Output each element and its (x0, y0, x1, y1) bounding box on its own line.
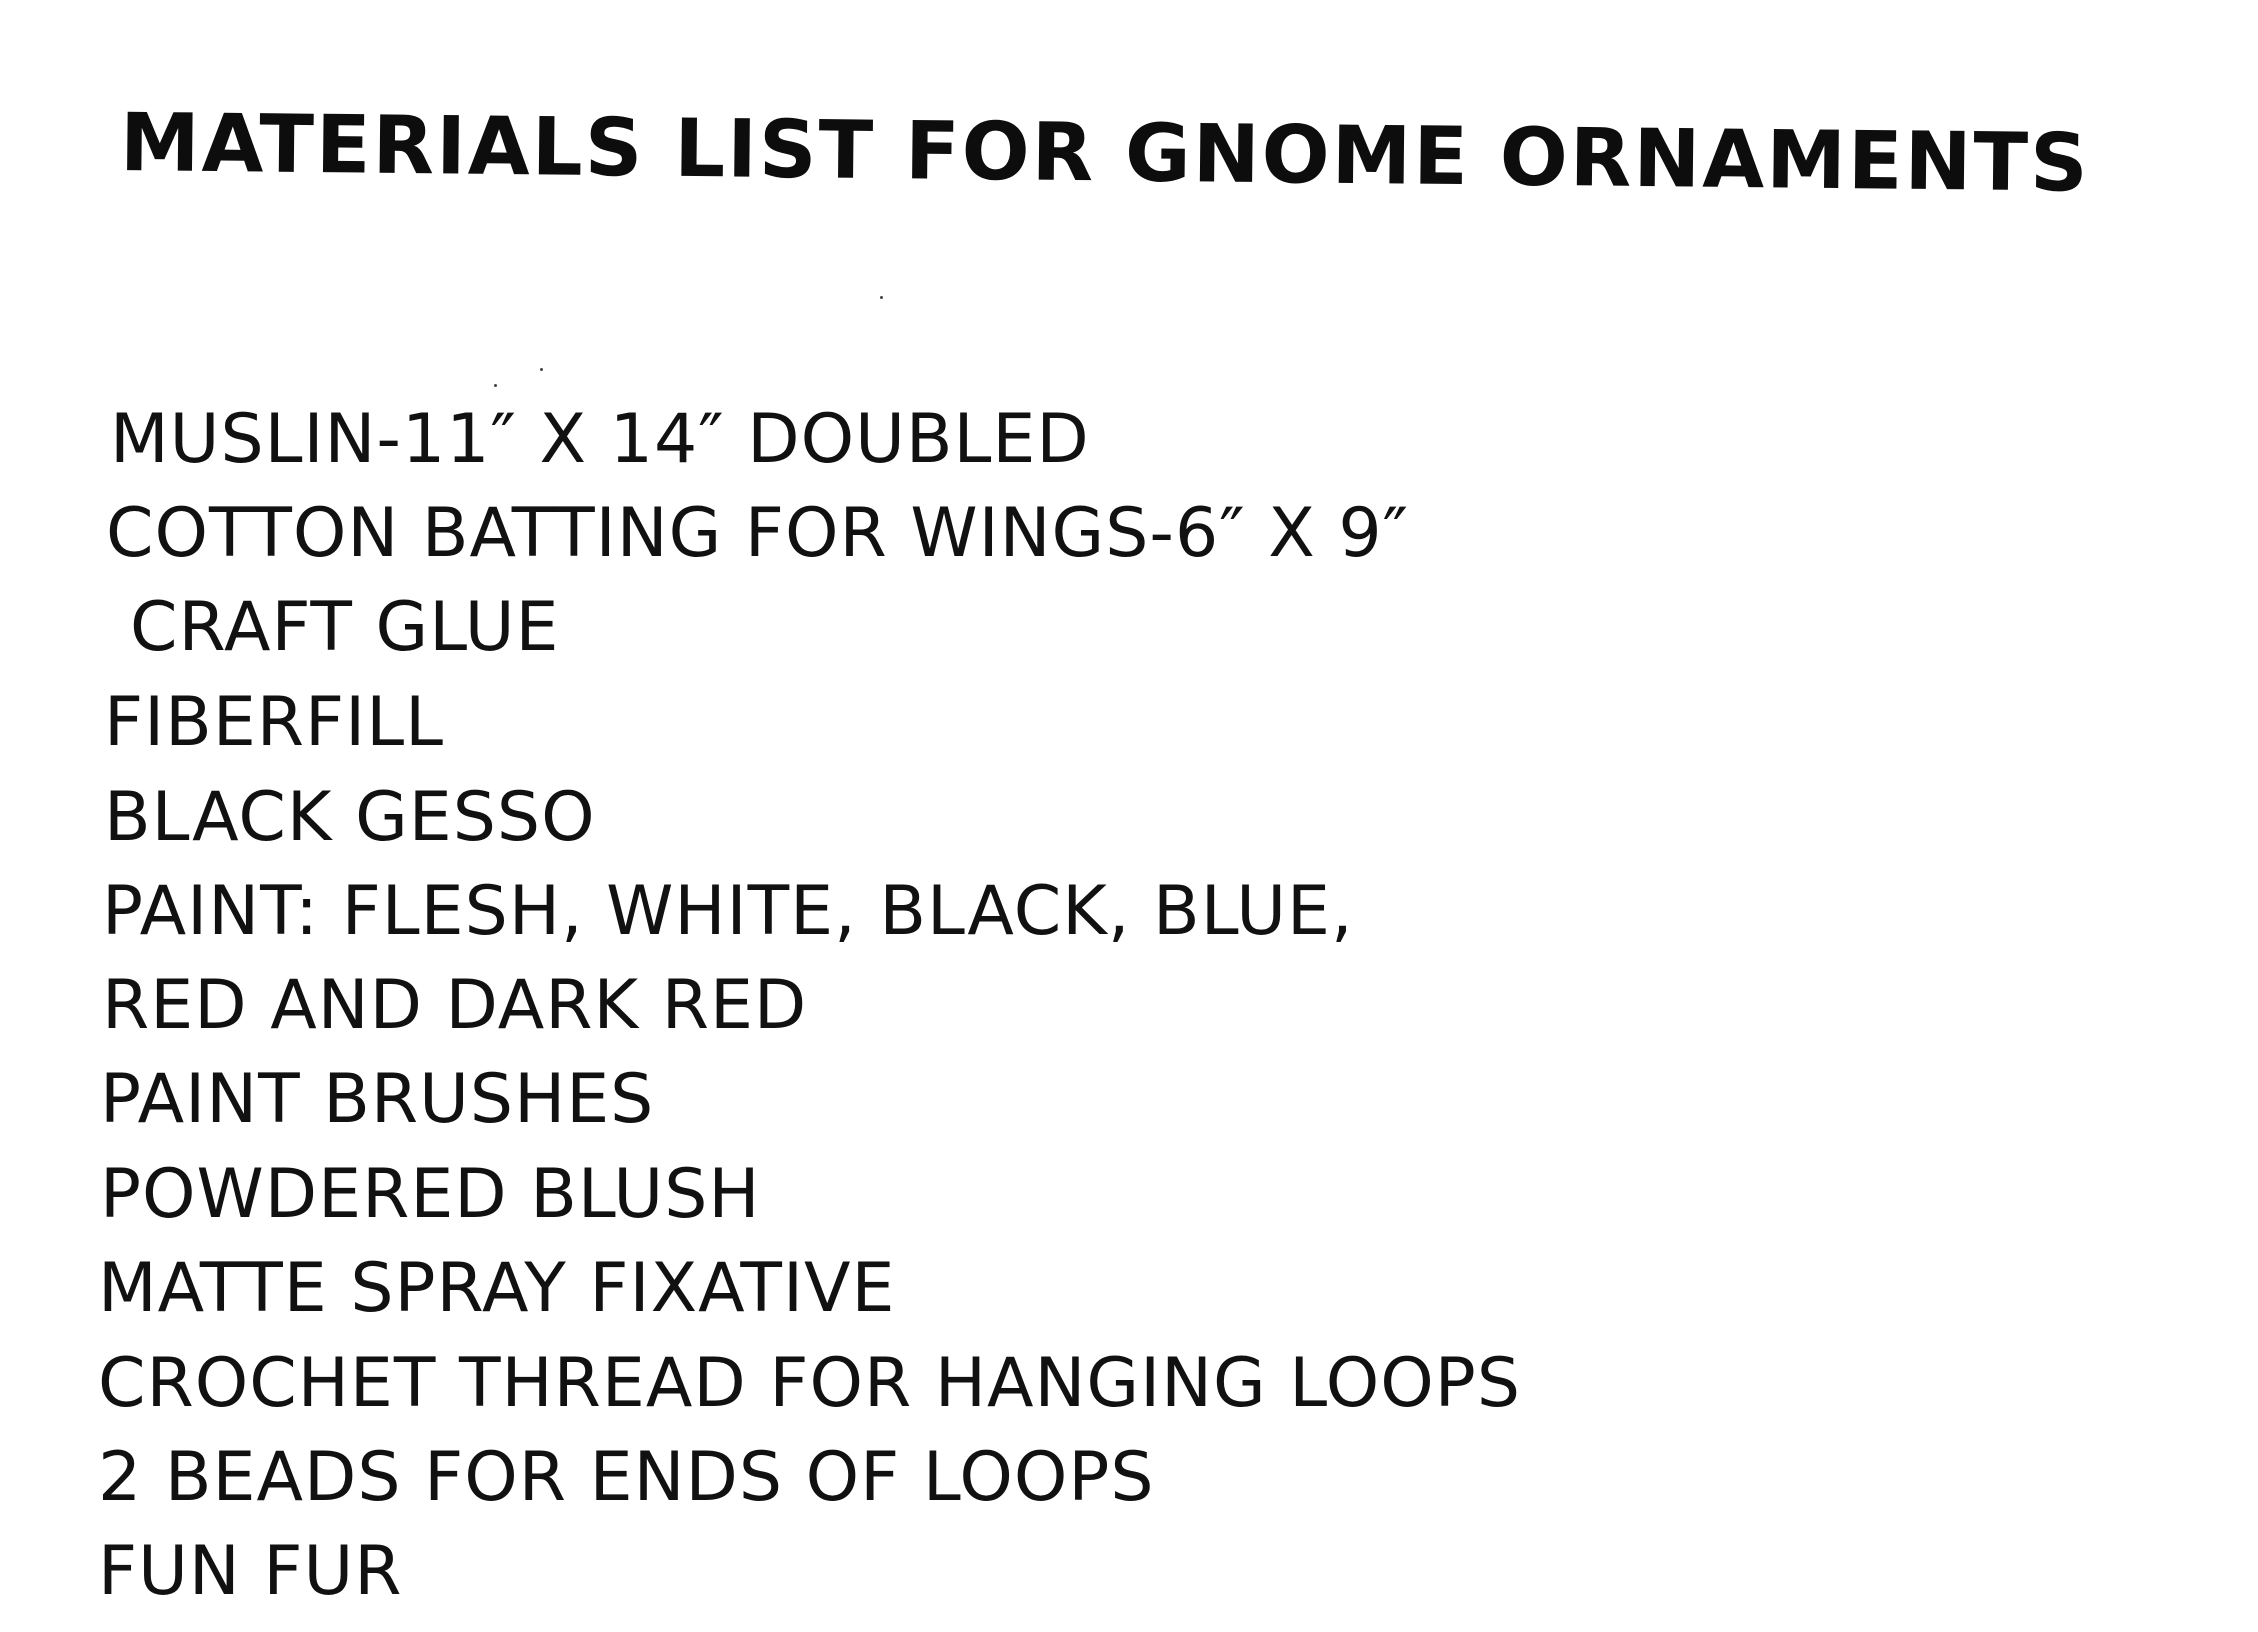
list-item: BLACK GESSO (104, 778, 596, 857)
scan-speck (540, 368, 543, 371)
list-item: RED AND DARK RED (102, 966, 808, 1045)
scan-speck (880, 296, 883, 299)
list-item: CROCHET THREAD FOR HANGING LOOPS (98, 1344, 1521, 1423)
list-item: CRAFT GLUE (130, 588, 560, 667)
list-item: MATTE SPRAY FIXATIVE (98, 1249, 896, 1328)
list-item: COTTON BATTING FOR WINGS-6″ X 9″ (106, 494, 1410, 573)
list-item: PAINT: FLESH, WHITE, BLACK, BLUE, (102, 872, 1354, 951)
list-item: POWDERED BLUSH (100, 1155, 761, 1234)
list-item: 2 BEADS FOR ENDS OF LOOPS (98, 1438, 1155, 1517)
list-item: FUN FUR (98, 1532, 403, 1611)
document-title: MATERIALS LIST FOR GNOME ORNAMENTS (119, 96, 2091, 210)
list-item: MUSLIN-11″ X 14″ DOUBLED (110, 400, 1090, 479)
list-item: FIBERFILL (104, 683, 444, 762)
scan-speck (494, 384, 497, 387)
list-item: PAINT BRUSHES (100, 1060, 655, 1139)
